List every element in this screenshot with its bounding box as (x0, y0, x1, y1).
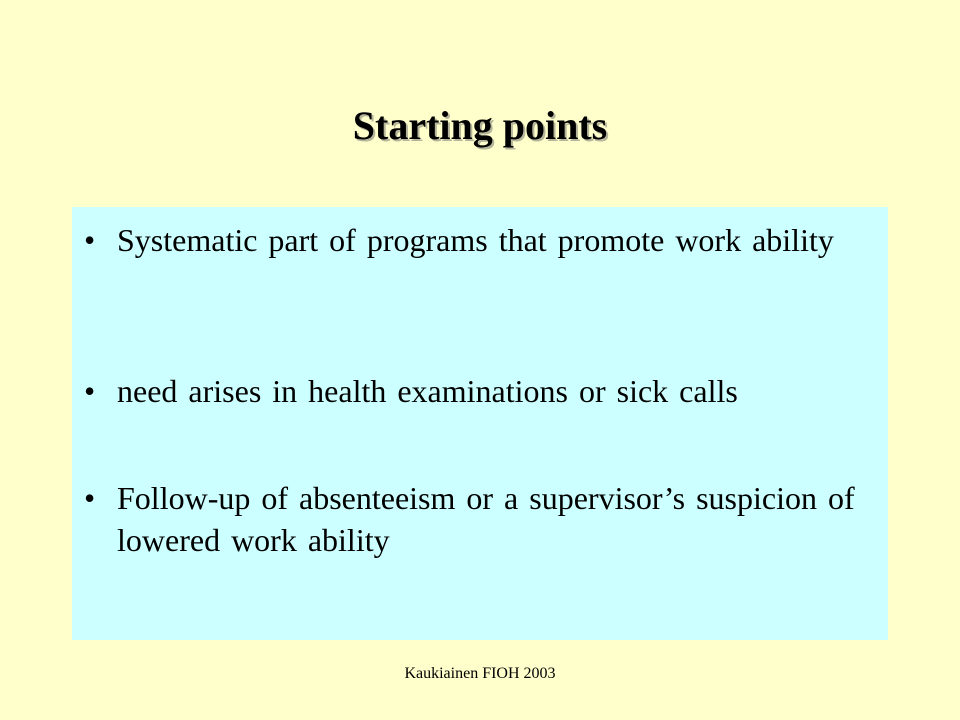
bullet-text: Systematic part of programs that promote work ability (117, 222, 834, 258)
bullet-icon: • (84, 480, 96, 516)
slide-title: Starting points (352, 103, 608, 148)
bullet-icon: • (84, 373, 96, 409)
content-box (72, 207, 888, 640)
bullet-item (84, 370, 857, 412)
slide-footer: Kaukiainen FIOH 2003 (404, 665, 556, 682)
bullet-icon: • (84, 222, 96, 258)
bullet-item (84, 477, 857, 561)
bullet-text: need arises in health examinations or sick calls (117, 373, 738, 409)
bullet-item (84, 219, 857, 261)
bullet-text: Follow-up of absenteeism or a supervisor’s suspicion of lowered work ability (117, 480, 855, 558)
